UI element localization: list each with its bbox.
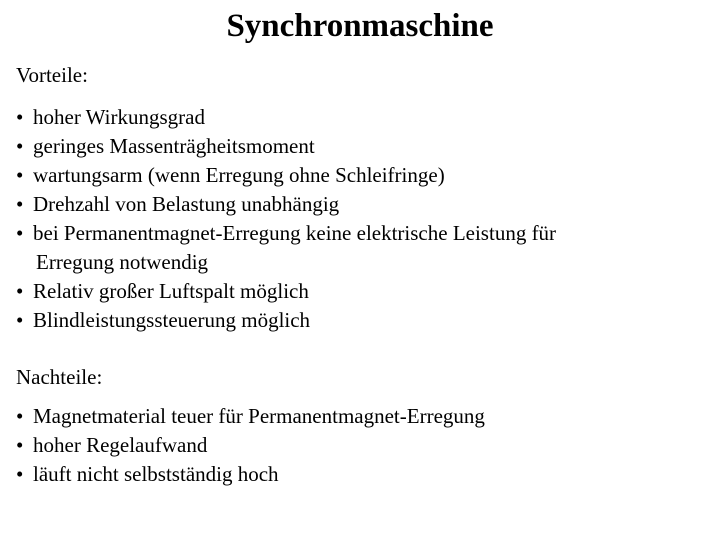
disadvantages-list [16,402,485,489]
list-item: • läuft nicht selbstständig hoch [16,460,485,489]
advantages-list [16,103,556,335]
list-item: • Relativ großer Luftspalt möglich [16,277,556,306]
bullet-glyph: • [16,134,24,158]
bullet-glyph: • [16,192,24,216]
advantages-heading: Vorteile: [16,63,88,87]
list-item-continuation: Erregung notwendig [36,250,209,274]
bullet-glyph: • [16,221,24,245]
bullet-glyph: • [16,105,24,129]
list-item: • Magnetmaterial teuer für Permanentmagnet-Erregung [16,402,485,431]
list-item: • hoher Regelaufwand [16,431,485,460]
list-item: • Drehzahl von Belastung unabhängig [16,190,556,219]
bullet-glyph: • [16,433,24,457]
bullet-glyph: • [16,308,24,332]
disadvantages-heading: Nachteile: [16,365,103,389]
bullet-glyph: • [16,404,24,428]
list-item: • hoher Wirkungsgrad [16,103,556,132]
list-item: • wartungsarm (wenn Erregung ohne Schleifringe) [16,161,556,190]
slide-title: Synchronmaschine [226,8,494,44]
bullet-glyph: • [16,279,24,303]
list-item: • bei Permanentmagnet-Erregung keine elektrische Leistung für [16,219,556,248]
bullet-glyph: • [16,163,24,187]
list-item: • geringes Massenträgheitsmoment [16,132,556,161]
list-item: • Blindleistungssteuerung möglich [16,306,556,335]
bullet-glyph: • [16,462,24,486]
